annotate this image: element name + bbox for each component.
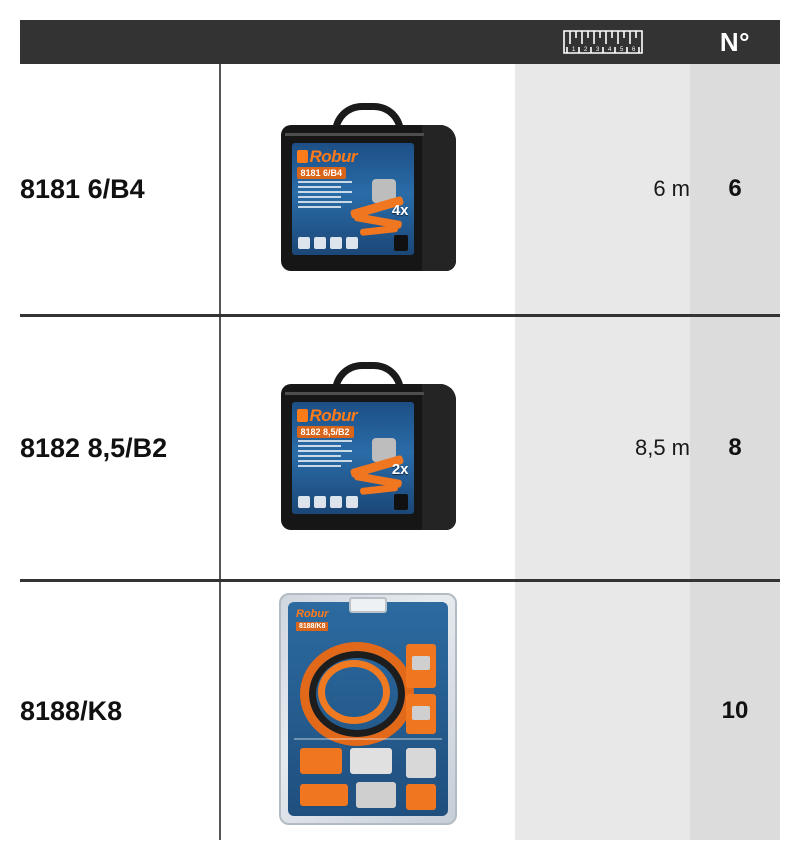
soft-bag-icon <box>281 103 456 271</box>
text-line <box>298 445 341 447</box>
text-line <box>298 465 341 467</box>
cell-length <box>515 316 690 581</box>
text-line <box>298 186 341 188</box>
length-value: 6 m <box>653 176 690 201</box>
header-cell-image <box>220 20 515 64</box>
svg-text:4: 4 <box>607 47 611 53</box>
label-pictograms <box>298 496 358 508</box>
table-row <box>20 64 780 316</box>
product-code-text: 8181 6/B4 <box>20 173 145 204</box>
soft-bag-icon <box>281 362 456 530</box>
text-line <box>298 450 353 452</box>
ruler-icon <box>515 20 690 64</box>
quantity-badge: 2x <box>391 460 409 478</box>
bag-label <box>292 402 414 514</box>
number-value: 6 <box>728 175 742 202</box>
tow-rope-inner-coil-icon <box>318 660 390 724</box>
brand-name-text: Robur <box>296 607 329 620</box>
hang-hole-icon <box>349 597 387 613</box>
label-code-text: 8182 8,5/B2 <box>297 426 354 438</box>
buckle-icon <box>350 748 392 774</box>
product-specification-table <box>20 20 780 840</box>
quantity-badge: 4x <box>391 201 409 219</box>
product-code-text: 8188/K8 <box>20 695 123 726</box>
bag-side-panel <box>422 125 456 271</box>
brand-logo <box>296 608 328 620</box>
cell-number <box>690 581 780 841</box>
pictogram-icon <box>298 237 310 249</box>
pictogram-icon <box>346 496 358 508</box>
cell-product-image <box>220 64 515 316</box>
cell-product-code <box>20 64 220 316</box>
svg-text:5: 5 <box>619 47 623 53</box>
cell-product-image <box>220 316 515 581</box>
pictogram-icon <box>330 237 342 249</box>
label-code-text: 8181 6/B4 <box>297 167 347 179</box>
bag-zipper <box>285 392 424 395</box>
brand-name-text: Robur <box>309 146 358 166</box>
pictogram-icon <box>330 496 342 508</box>
strap-icon <box>359 225 398 236</box>
text-line <box>298 191 353 193</box>
number-value: 8 <box>728 434 742 461</box>
pictogram-icon <box>298 496 310 508</box>
cell-number <box>690 64 780 316</box>
strap-icon <box>359 484 398 495</box>
number-value: 10 <box>721 697 749 724</box>
header-cell-code <box>20 20 220 64</box>
buckle-icon <box>406 748 436 778</box>
label-pictograms <box>298 237 358 249</box>
pictogram-icon <box>314 237 326 249</box>
table-row <box>20 581 780 841</box>
text-line <box>298 206 341 208</box>
header-cell-length <box>515 20 690 64</box>
svg-text:2: 2 <box>583 47 587 53</box>
ratchet-icon <box>406 694 436 734</box>
brand-name-text: Robur <box>309 405 358 425</box>
label-code-text: 8188/K8 <box>296 622 328 631</box>
cell-product-image <box>220 581 515 841</box>
strap-icon <box>406 784 436 810</box>
strap-icon <box>300 784 348 806</box>
ratchet-icon <box>406 644 436 688</box>
table-row <box>20 316 780 581</box>
bag-side-panel <box>422 384 456 530</box>
card-divider <box>294 738 442 740</box>
text-line <box>298 201 353 203</box>
table-header-row <box>20 20 780 64</box>
cell-product-code <box>20 316 220 581</box>
pictogram-icon <box>346 237 358 249</box>
text-line <box>298 196 341 198</box>
buckle-icon <box>356 782 396 808</box>
bag-zipper <box>285 133 424 136</box>
svg-text:3: 3 <box>595 47 599 53</box>
cell-length <box>515 64 690 316</box>
header-number-label: N° <box>719 26 751 57</box>
blister-backing-card <box>288 602 448 816</box>
blister-pack-icon <box>279 593 457 825</box>
cell-length <box>515 581 690 841</box>
brand-logo <box>297 406 358 426</box>
text-line <box>298 455 341 457</box>
brand-mark-icon <box>297 150 308 163</box>
length-value: 8,5 m <box>634 435 690 460</box>
barcode-tag-icon <box>394 235 408 251</box>
header-cell-number <box>690 20 780 64</box>
cell-number <box>690 316 780 581</box>
barcode-tag-icon <box>394 494 408 510</box>
brand-logo <box>297 147 358 167</box>
bag-label <box>292 143 414 255</box>
svg-text:1: 1 <box>571 47 575 53</box>
text-line <box>298 181 353 183</box>
text-line <box>298 460 353 462</box>
text-line <box>298 440 353 442</box>
cell-product-code <box>20 581 220 841</box>
brand-mark-icon <box>297 409 308 422</box>
svg-text:6: 6 <box>631 47 635 53</box>
strap-icon <box>300 748 342 774</box>
pictogram-icon <box>314 496 326 508</box>
product-code-text: 8182 8,5/B2 <box>20 432 168 463</box>
